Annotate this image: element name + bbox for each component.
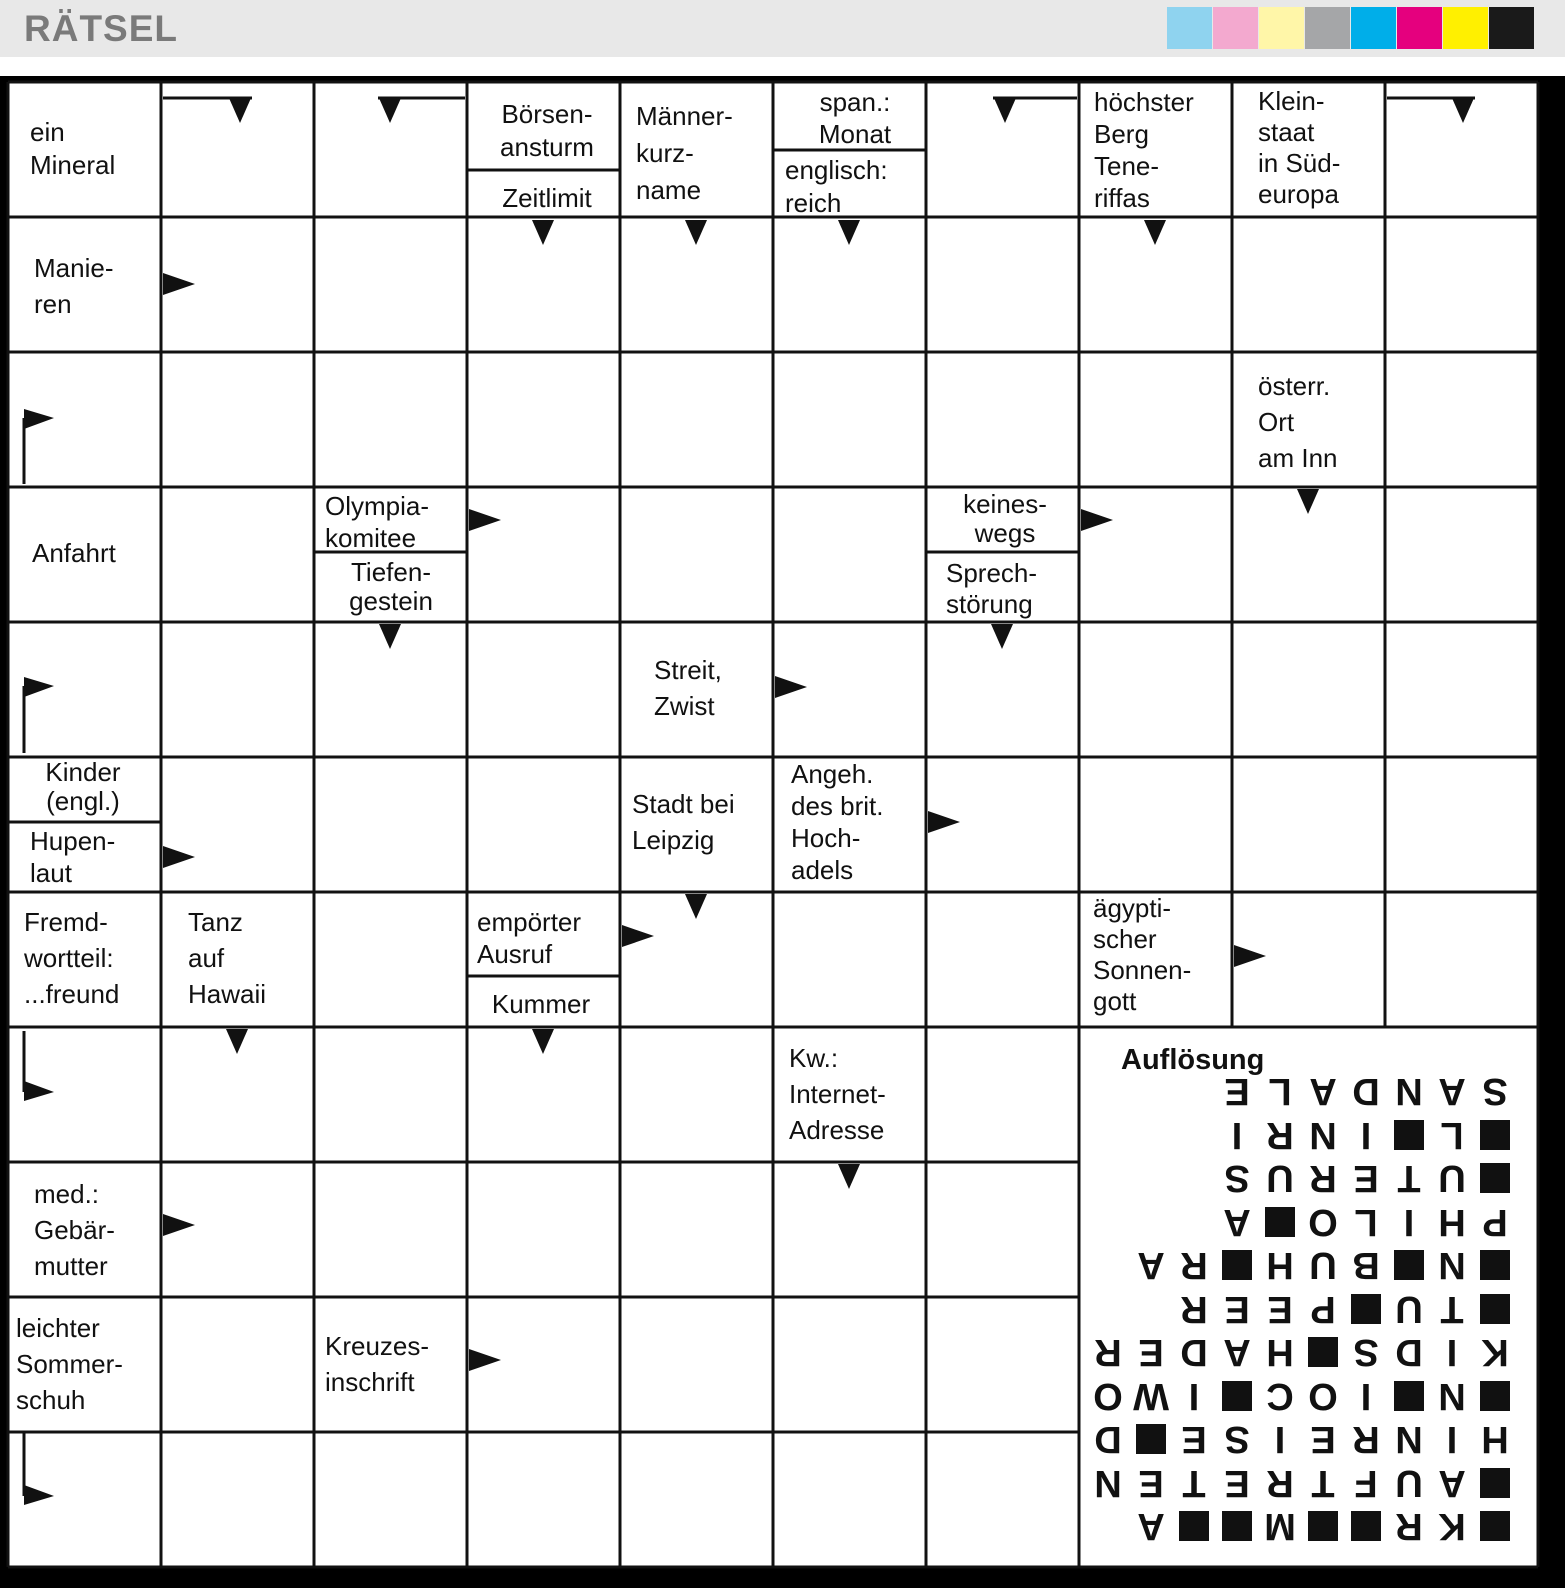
solution-letter [1173, 1201, 1215, 1243]
solution-block [1474, 1505, 1516, 1547]
solution-block-square [1394, 1381, 1424, 1411]
solution-letter: O [1308, 1374, 1338, 1417]
clue-englisch-reich: englisch: reich [785, 155, 888, 218]
solution-block [1216, 1505, 1258, 1547]
solution-letter: R [1180, 1287, 1208, 1330]
solution-letter: A [1137, 1505, 1165, 1547]
solution-letter: R [1180, 1244, 1208, 1286]
solution-letter: N [1395, 1070, 1423, 1112]
solution-letter: A [1309, 1070, 1337, 1112]
solution-letter: D [1094, 1418, 1122, 1460]
solution-block-square [1265, 1207, 1295, 1237]
solution-block-square [1222, 1250, 1252, 1280]
solution-row [1172, 1114, 1516, 1156]
solution-letter: A [1137, 1244, 1165, 1286]
solution-letter: E [1181, 1418, 1207, 1460]
solution-letter: N [1309, 1113, 1337, 1156]
clue-olympiakomitee: Olympia- komitee [325, 491, 430, 553]
clue-med-gebaermutter: med.: Gebär- mutter [34, 1179, 115, 1281]
solution-row [1172, 1070, 1516, 1112]
solution-block-square [1480, 1294, 1510, 1324]
solution-letter: H [1481, 1418, 1509, 1460]
solution-letter: E [1224, 1070, 1250, 1112]
solution-letter: S [1482, 1070, 1508, 1112]
solution-letter: N [1438, 1244, 1466, 1286]
solution-letter: D [1180, 1331, 1208, 1373]
solution-letter: E [1310, 1418, 1336, 1460]
solution-letter: A [1223, 1331, 1251, 1373]
clue-ein-mineral: ein Mineral [30, 117, 116, 180]
solution-letter: A [1438, 1070, 1466, 1112]
solution-block [1474, 1244, 1516, 1286]
solution-letter [1173, 1070, 1215, 1112]
solution-letter: L [1354, 1200, 1378, 1243]
solution-block [1474, 1462, 1516, 1504]
solution-letter: E [1267, 1287, 1293, 1330]
solution-letter: D [1352, 1070, 1380, 1112]
solution-letter: F [1354, 1461, 1378, 1504]
solution-letter: I [1188, 1374, 1200, 1417]
clue-fremdwortteil: Fremd- wortteil: ...freund [24, 907, 120, 1009]
solution-letter: H [1266, 1331, 1294, 1373]
solution-row [1172, 1157, 1516, 1199]
solution-title: Auflösung [1121, 1044, 1265, 1076]
solution-block [1173, 1505, 1215, 1547]
solution-block [1474, 1375, 1516, 1417]
clue-sprechstoerung: Sprech- störung [946, 558, 1038, 619]
solution-block [1302, 1505, 1344, 1547]
clue-keineswegs: keines- wegs [963, 489, 1047, 548]
solution-letter: E [1224, 1287, 1250, 1330]
clue-angeh-hochadel: Angeh. des brit. Hoch- adels [791, 759, 884, 885]
solution-letter: A [1223, 1200, 1251, 1243]
solution-letter: R [1309, 1157, 1337, 1199]
clue-kummer: Kummer [491, 989, 591, 1019]
solution-block [1388, 1114, 1430, 1156]
solution-block-square [1351, 1511, 1381, 1541]
solution-row [1086, 1331, 1516, 1373]
solution-letter: R [1266, 1461, 1294, 1504]
solution-letter: R [1352, 1418, 1380, 1460]
solution-row [1086, 1462, 1516, 1504]
solution-row [1129, 1505, 1516, 1547]
solution-letter: L [1268, 1070, 1292, 1112]
solution-letter: R [1094, 1331, 1122, 1373]
solution-letter: E [1138, 1461, 1164, 1504]
clue-tiefengestein: Tiefen- gestein [349, 557, 433, 616]
clue-boersenansturm: Börsen- ansturm [500, 99, 594, 162]
solution-letter: M [1264, 1505, 1296, 1547]
solution-row [1172, 1201, 1516, 1243]
solution-block [1302, 1331, 1344, 1373]
clue-kreuzesinschrift: Kreuzes- inschrift [325, 1331, 430, 1397]
solution-block-square [1222, 1381, 1252, 1411]
solution-letter: S [1224, 1157, 1250, 1199]
solution-letter: A [1438, 1461, 1466, 1504]
clue-anfahrt: Anfahrt [32, 538, 116, 568]
solution-block [1474, 1288, 1516, 1330]
clue-hupenlaut: Hupen- laut [30, 826, 116, 888]
solution-block-square [1136, 1424, 1166, 1454]
solution-letter: U [1395, 1461, 1423, 1504]
solution-letter: I [1446, 1418, 1458, 1460]
solution-letter: T [1397, 1157, 1421, 1199]
solution-block [1345, 1288, 1387, 1330]
solution-letter: U [1266, 1157, 1294, 1199]
solution-block-square [1480, 1381, 1510, 1411]
solution-letter: O [1308, 1200, 1338, 1243]
solution-letter [1173, 1157, 1215, 1199]
page-title: RÄTSEL [24, 8, 178, 49]
solution-letter: E [1224, 1461, 1250, 1504]
clue-maennerkurzname: Männer- kurz- name [636, 101, 733, 205]
clue-empoerter-ausruf: empörter Ausruf [477, 907, 582, 969]
solution-letter: U [1309, 1244, 1337, 1286]
solution-letter: K [1481, 1331, 1509, 1373]
solution-block [1474, 1157, 1516, 1199]
solution-block [1216, 1244, 1258, 1286]
solution-letter: S [1224, 1418, 1250, 1460]
solution-block [1388, 1244, 1430, 1286]
clue-kinder-engl: Kinder (engl.) [45, 757, 121, 816]
clue-leichter-sommerschuh: leichter Sommer- schuh [16, 1313, 123, 1415]
solution-block-square [1308, 1337, 1338, 1367]
clue-kw-internet: Kw.: Internet- Adresse [789, 1043, 886, 1145]
solution-letter: P [1310, 1287, 1336, 1330]
clue-manieren: Manie- ren [34, 253, 114, 319]
solution-letter: B [1352, 1244, 1380, 1286]
solution-block [1345, 1505, 1387, 1547]
solution-block-square [1308, 1511, 1338, 1541]
solution-letter: C [1266, 1374, 1294, 1417]
solution-block [1216, 1375, 1258, 1417]
solution-block-square [1351, 1294, 1381, 1324]
solution-block [1259, 1201, 1301, 1243]
solution-block-square [1480, 1120, 1510, 1150]
solution-letter: U [1395, 1287, 1423, 1330]
solution-letter: N [1395, 1418, 1423, 1460]
solution-row [1086, 1375, 1516, 1417]
solution-row [1086, 1418, 1516, 1460]
clue-oesterr-ort: österr. Ort am Inn [1258, 371, 1338, 473]
clue-hoechster-berg: höchster Berg Tene- riffas [1094, 87, 1194, 213]
clue-streit-zwist: Streit, Zwist [654, 655, 722, 721]
solution-block-square [1222, 1511, 1252, 1541]
solution-letter: N [1094, 1461, 1122, 1504]
solution-letter: H [1266, 1244, 1294, 1286]
solution-row [1172, 1288, 1516, 1330]
solution-letter [1173, 1114, 1215, 1156]
solution-letter: N [1438, 1374, 1466, 1417]
solution-letter: T [1311, 1461, 1335, 1504]
clue-tanz-hawaii: Tanz auf Hawaii [188, 907, 267, 1009]
solution-block-square [1480, 1163, 1510, 1193]
solution-letter: I [1446, 1331, 1458, 1373]
solution-block-square [1480, 1250, 1510, 1280]
solution-row [1129, 1244, 1516, 1286]
clue-kleinstaat: Klein- staat in Süd- europa [1258, 86, 1341, 209]
solution-letter: T [1182, 1461, 1206, 1504]
solution-block-square [1179, 1511, 1209, 1541]
solution-letter: U [1438, 1157, 1466, 1199]
solution-letter: R [1395, 1505, 1423, 1547]
solution-letter: I [1360, 1113, 1372, 1156]
solution-letter: W [1133, 1374, 1169, 1417]
clue-stadt-bei-leipzig: Stadt bei Leipzig [632, 789, 735, 855]
solution-block [1474, 1114, 1516, 1156]
solution-letter: I [1360, 1374, 1372, 1417]
solution-letter: E [1138, 1331, 1164, 1373]
solution-letter: S [1353, 1331, 1379, 1373]
solution-letter: R [1266, 1113, 1294, 1156]
solution-letter: P [1482, 1200, 1508, 1243]
solution-letter: H [1438, 1200, 1466, 1243]
solution-block-square [1480, 1511, 1510, 1541]
solution-letter: I [1274, 1418, 1286, 1460]
solution-block [1388, 1375, 1430, 1417]
solution-block-square [1394, 1120, 1424, 1150]
clue-aegyptischer-gott: ägypti- scher Sonnen- gott [1093, 893, 1192, 1016]
solution-letter: D [1395, 1331, 1423, 1373]
solution-block [1130, 1418, 1172, 1460]
solution-letter: E [1353, 1157, 1379, 1199]
solution-letter: T [1440, 1287, 1464, 1330]
clue-zeitlimit: Zeitlimit [502, 183, 592, 213]
solution-block-square [1394, 1250, 1424, 1280]
solution-letter: K [1438, 1505, 1466, 1547]
solution-block-square [1480, 1468, 1510, 1498]
solution-letter: I [1403, 1200, 1415, 1243]
solution-letter: L [1440, 1113, 1464, 1156]
solution-letter: O [1093, 1374, 1123, 1417]
clue-span-monat: span.: Monat [818, 87, 892, 149]
solution-letter: I [1231, 1113, 1243, 1156]
